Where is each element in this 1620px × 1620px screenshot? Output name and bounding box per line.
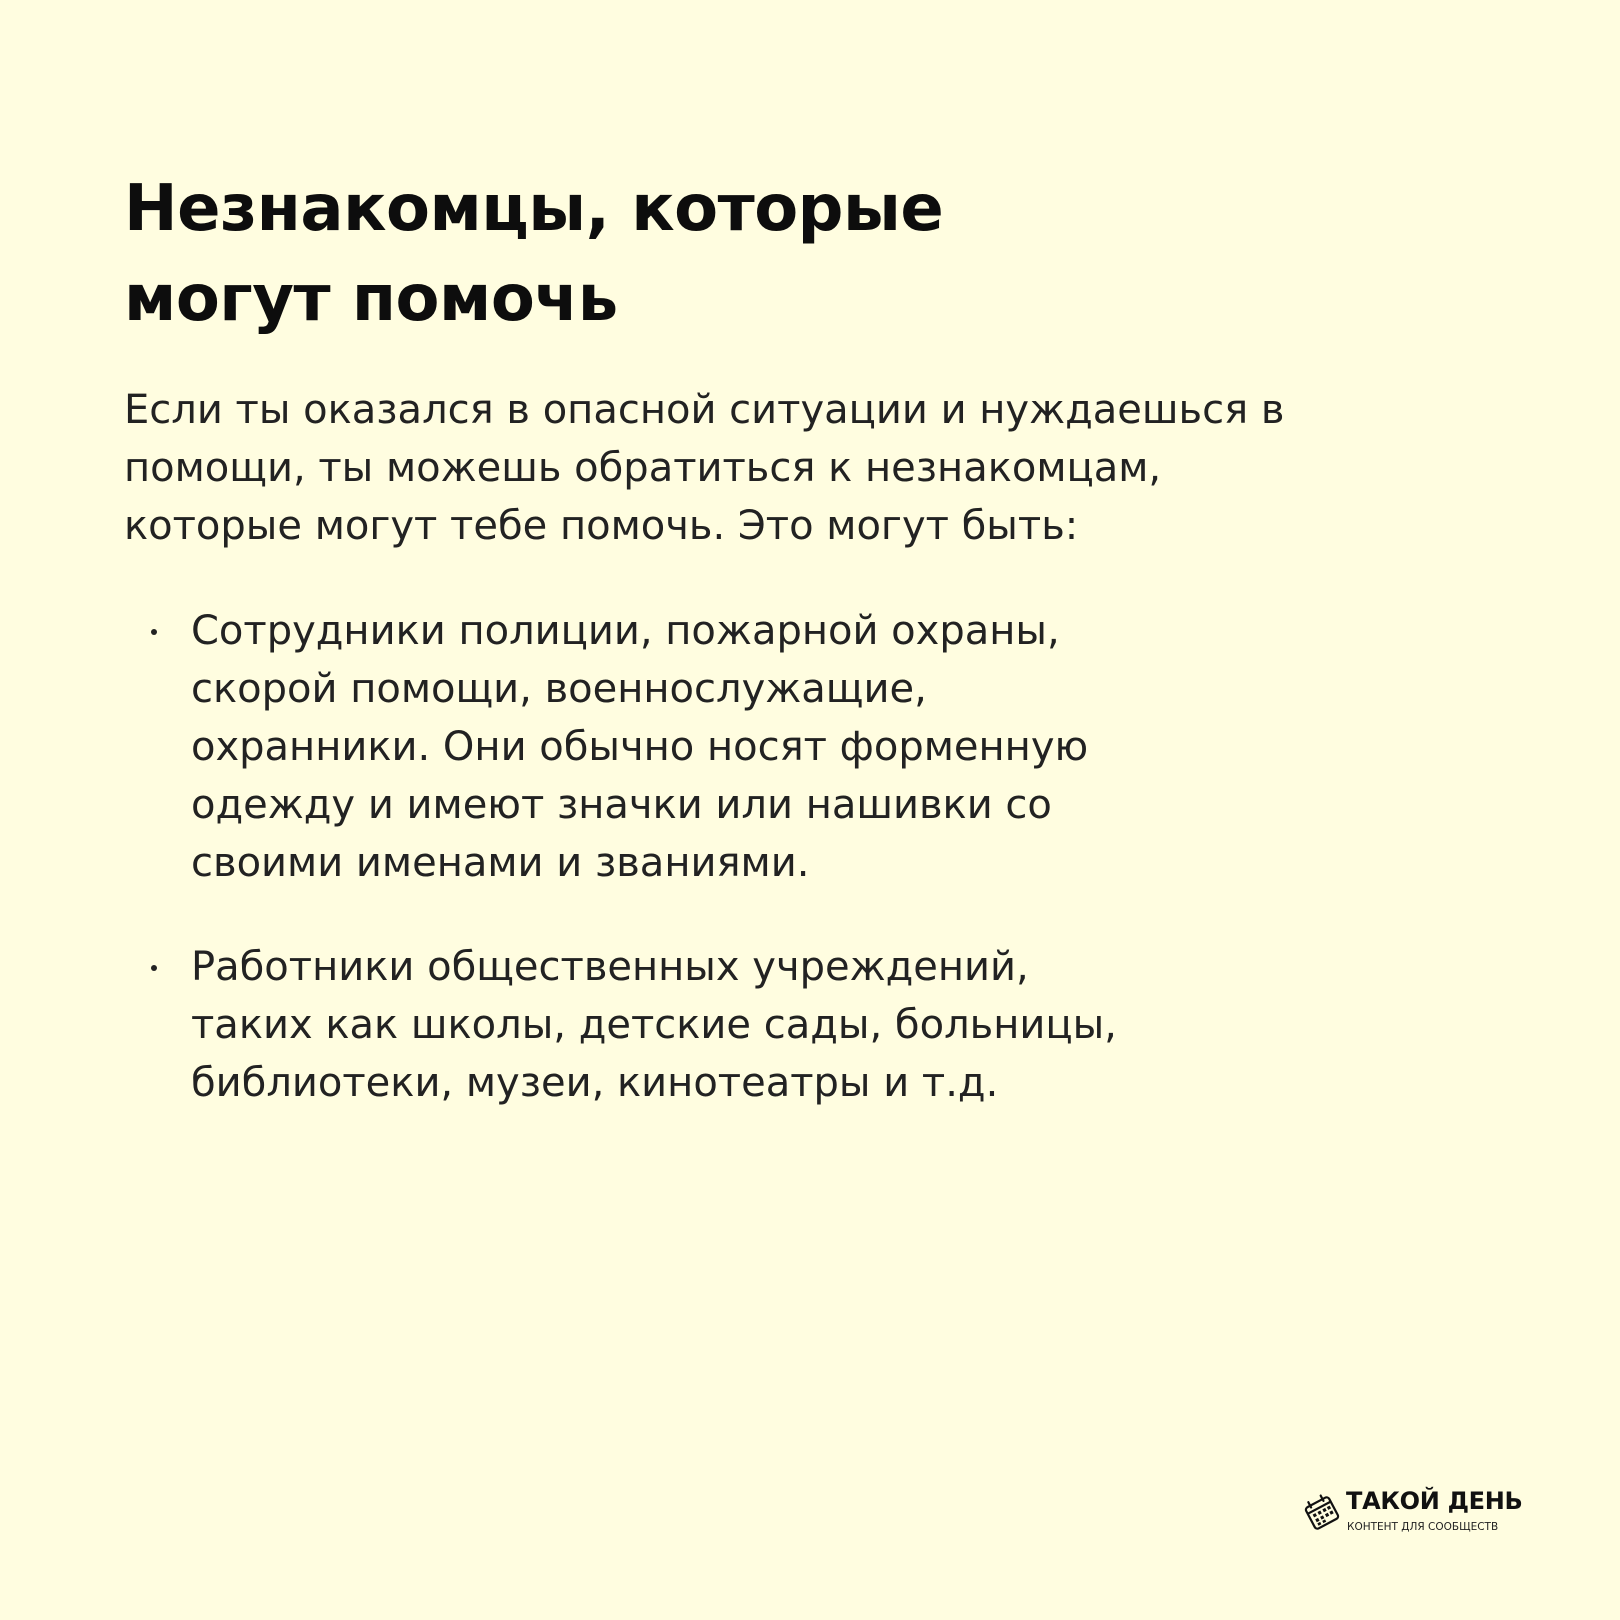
list-item-line: таких как школы, детские сады, больницы, bbox=[191, 1002, 1117, 1048]
list-item bbox=[124, 938, 1504, 1112]
list-item-line: Работники общественных учреждений, bbox=[191, 944, 1029, 990]
bullet-icon bbox=[151, 965, 157, 971]
intro-line: помощи, ты можешь обратиться к незнакомцам, bbox=[124, 445, 1162, 491]
intro-line: Если ты оказался в опасной ситуации и нуждаешься в bbox=[124, 387, 1285, 433]
list-item-line: своими именами и званиями. bbox=[191, 840, 810, 886]
bullet-list bbox=[124, 602, 1504, 1158]
calendar-icon bbox=[1302, 1492, 1342, 1532]
page-title bbox=[124, 164, 1424, 344]
brand-logo bbox=[1302, 1486, 1552, 1550]
brand-tagline: КОНТЕНТ ДЛЯ СООБЩЕСТВ bbox=[1347, 1521, 1499, 1533]
bullet-icon bbox=[151, 629, 157, 635]
list-item-line: библиотеки, музеи, кинотеатры и т.д. bbox=[191, 1060, 999, 1106]
list-item bbox=[124, 602, 1504, 892]
intro-paragraph bbox=[124, 381, 1504, 555]
list-item-line: охранники. Они обычно носят форменную bbox=[191, 724, 1089, 770]
intro-line: которые могут тебе помочь. Это могут быть: bbox=[124, 503, 1079, 549]
list-item-line: одежду и имеют значки или нашивки со bbox=[191, 782, 1052, 828]
list-item-line: скорой помощи, военнослужащие, bbox=[191, 666, 927, 712]
brand-name: ТАКОЙ ДЕНЬ bbox=[1346, 1487, 1523, 1515]
title-line: Незнакомцы, которые bbox=[124, 172, 944, 246]
title-line: могут помочь bbox=[124, 262, 618, 336]
list-item-line: Сотрудники полиции, пожарной охраны, bbox=[191, 608, 1060, 654]
